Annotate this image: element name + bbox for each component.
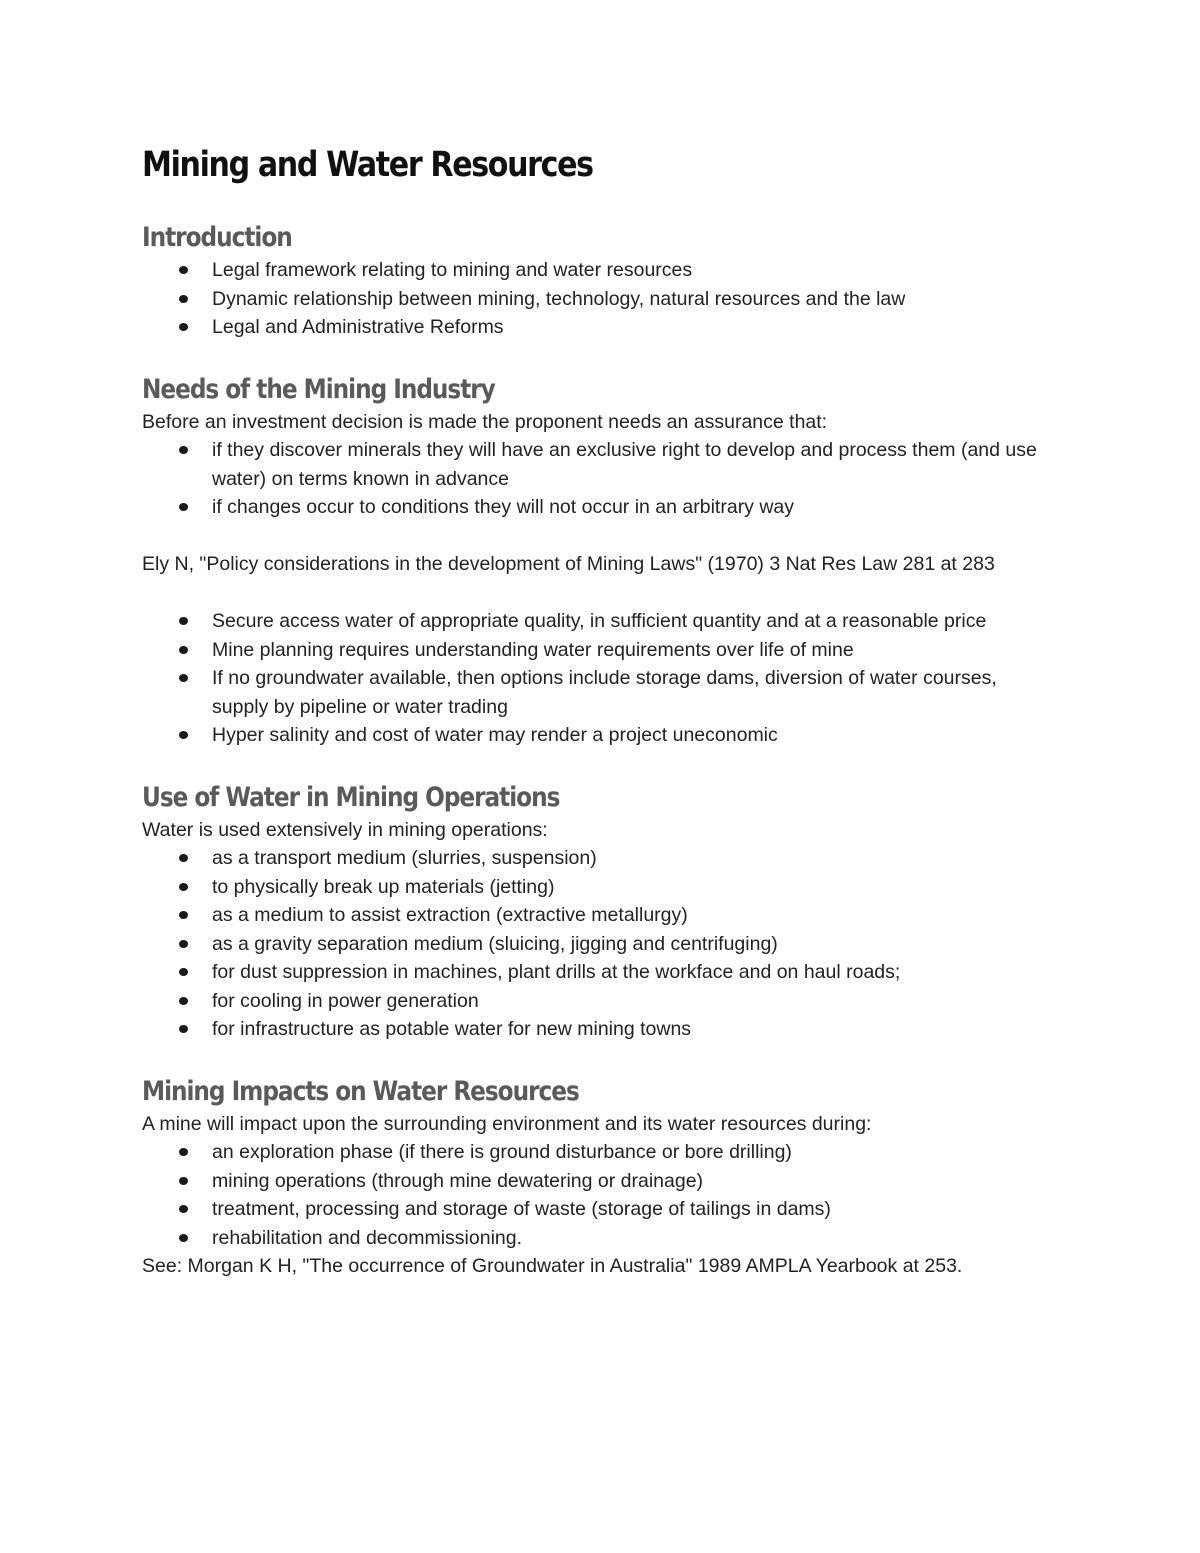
list-item-text: to physically break up materials (jetting) — [212, 875, 555, 898]
bullet-icon — [179, 674, 188, 682]
list-item-text: for cooling in power generation — [212, 989, 479, 1012]
bullet-icon — [179, 731, 188, 739]
impacts-intro-paragraph: A mine will impact upon the surrounding environment and its water resources during: — [142, 1112, 872, 1135]
bullet-icon — [179, 1025, 188, 1033]
bullet-icon — [179, 1234, 188, 1242]
list-item-text: if they discover minerals they will have an exclusive right to develop and process them (and use water) on terms known in advance — [212, 439, 1037, 490]
needs-secondary-bullet-list — [142, 607, 1052, 750]
use-intro-paragraph: Water is used extensively in mining operations: — [142, 818, 548, 841]
spacer — [142, 342, 1052, 372]
bullet-icon — [179, 968, 188, 976]
list-item — [142, 636, 1052, 665]
list-item — [142, 1195, 1052, 1224]
spacer — [142, 1044, 1052, 1074]
list-item — [142, 285, 1052, 314]
section-heading-impacts: Mining Impacts on Water Resources — [142, 1075, 579, 1107]
bullet-icon — [179, 940, 188, 948]
section-heading-use-of-water: Use of Water in Mining Operations — [142, 781, 560, 813]
bullet-icon — [179, 854, 188, 862]
list-item-text: treatment, processing and storage of waste (storage of tailings in dams) — [212, 1198, 831, 1220]
see-reference-paragraph: See: Morgan K H, "The occurrence of Groundwater in Australia" 1989 AMPLA Yearbook at 253. — [142, 1255, 963, 1277]
list-item — [142, 930, 1052, 959]
list-item — [142, 958, 1052, 987]
list-item-text: Mine planning requires understanding water requirements over life of mine — [212, 638, 854, 661]
bullet-icon — [179, 1177, 188, 1185]
impacts-bullet-list — [142, 1138, 1052, 1252]
list-item — [142, 987, 1052, 1016]
list-item-text: as a transport medium (slurries, suspension) — [212, 847, 597, 869]
bullet-icon — [179, 646, 188, 654]
list-item — [142, 493, 1052, 522]
list-item — [142, 1015, 1052, 1044]
spacer — [142, 750, 1052, 780]
spacer — [142, 579, 1052, 608]
list-item — [142, 664, 1052, 721]
document-page — [142, 140, 1052, 1281]
section-heading-needs: Needs of the Mining Industry — [142, 373, 495, 405]
document-title: Mining and Water Resources — [142, 145, 593, 185]
citation-paragraph: Ely N, "Policy considerations in the development of Mining Laws" (1970) 3 Nat Res Law 281 at 283 — [142, 553, 995, 575]
list-item-text: Hyper salinity and cost of water may render a project uneconomic — [212, 724, 778, 746]
list-item-text: for dust suppression in machines, plant drills at the workface and on haul roads; — [212, 961, 901, 983]
list-item-text: Legal and Administrative Reforms — [212, 316, 504, 338]
introduction-bullet-list — [142, 256, 1052, 342]
use-bullet-list — [142, 844, 1052, 1044]
list-item — [142, 844, 1052, 873]
list-item — [142, 256, 1052, 285]
list-item-text: rehabilitation and decommissioning. — [212, 1226, 523, 1249]
section-heading-introduction: Introduction — [142, 222, 292, 253]
bullet-icon — [179, 997, 188, 1005]
bullet-icon — [179, 266, 188, 274]
list-item-text: for infrastructure as potable water for new mining towns — [212, 1018, 692, 1040]
spacer — [142, 522, 1052, 551]
list-item-text: Dynamic relationship between mining, technology, natural resources and the law — [212, 287, 906, 310]
bullet-icon — [179, 503, 188, 511]
spacer — [142, 190, 1052, 220]
list-item-text: as a gravity separation medium (sluicing, jigging and centrifuging) — [212, 932, 778, 955]
list-item — [142, 1138, 1052, 1167]
list-item — [142, 436, 1052, 493]
bullet-icon — [179, 295, 188, 303]
list-item-text: an exploration phase (if there is ground disturbance or bore drilling) — [212, 1141, 792, 1163]
bullet-icon — [179, 1148, 188, 1156]
list-item-text: Secure access water of appropriate quality, in sufficient quantity and at a reasonable price — [212, 610, 987, 632]
list-item-text: if changes occur to conditions they will not occur in an arbitrary way — [212, 496, 795, 518]
list-item — [142, 721, 1052, 750]
list-item — [142, 313, 1052, 342]
list-item-text: If no groundwater available, then options include storage dams, diversion of water courses, supply by pipeline or water trading — [212, 667, 997, 718]
list-item — [142, 1167, 1052, 1196]
needs-bullet-list — [142, 436, 1052, 522]
list-item — [142, 873, 1052, 902]
bullet-icon — [179, 617, 188, 625]
bullet-icon — [179, 883, 188, 891]
list-item-text: as a medium to assist extraction (extractive metallurgy) — [212, 904, 688, 926]
list-item — [142, 607, 1052, 636]
list-item — [142, 1224, 1052, 1253]
bullet-icon — [179, 1205, 188, 1213]
list-item — [142, 901, 1052, 930]
bullet-icon — [179, 911, 188, 919]
list-item-text: Legal framework relating to mining and water resources — [212, 259, 693, 281]
bullet-icon — [179, 323, 188, 331]
list-item-text: mining operations (through mine dewatering or drainage) — [212, 1169, 704, 1192]
needs-intro-paragraph: Before an investment decision is made the proponent needs an assurance that: — [142, 410, 828, 433]
bullet-icon — [179, 446, 188, 454]
